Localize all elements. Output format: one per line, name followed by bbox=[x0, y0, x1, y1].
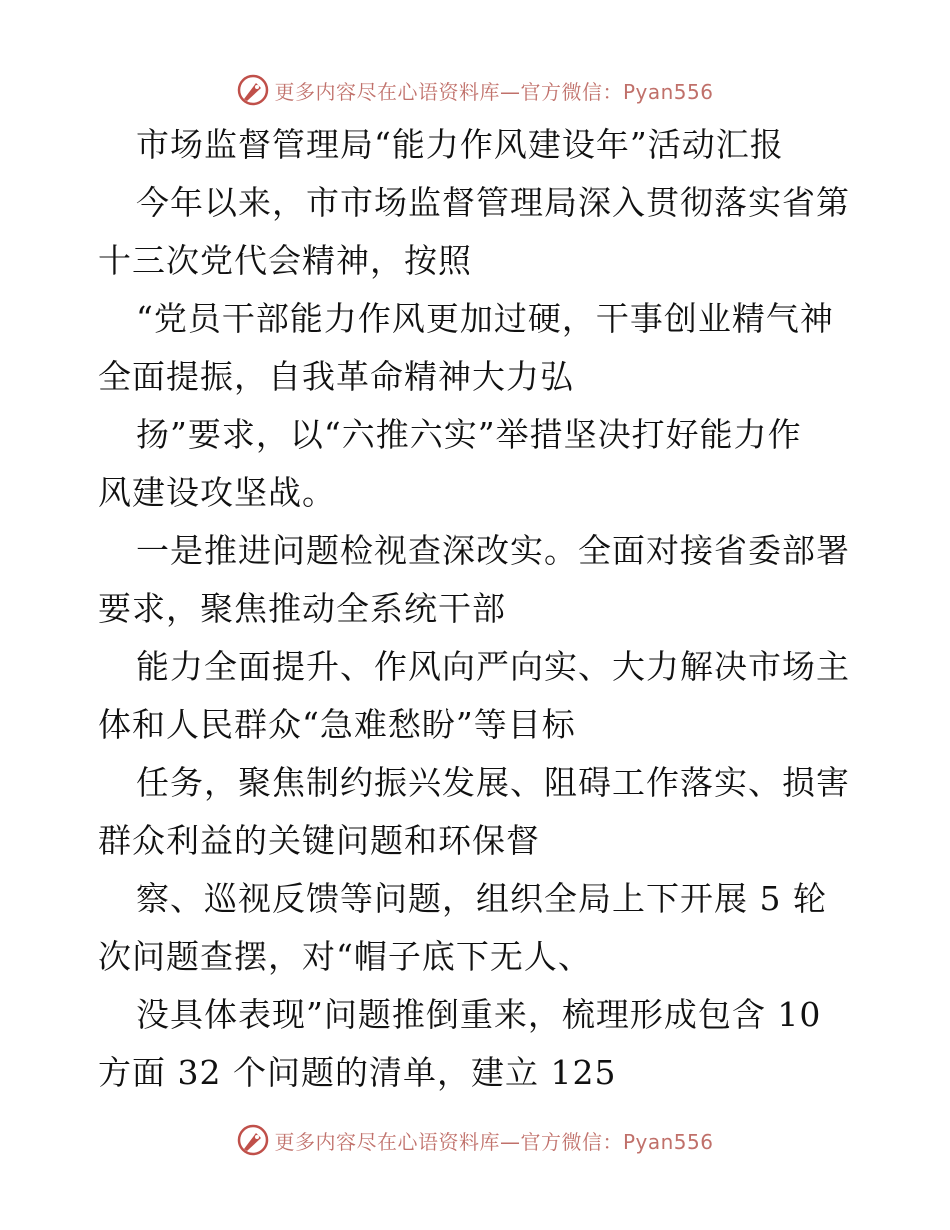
paragraph-line: 一是推进问题检视查深改实。全面对接省委部署 bbox=[136, 531, 850, 570]
paragraph-line: 次问题查摆，对“帽子底下无人、 bbox=[98, 937, 592, 976]
paragraph-line: 群众利益的关键问题和环保督 bbox=[98, 821, 540, 860]
watermark-banner-bottom bbox=[0, 1120, 950, 1160]
document-title: 市场监督管理局“能力作风建设年”活动汇报 bbox=[136, 125, 784, 164]
paragraph-line: 今年以来，市市场监督管理局深入贯彻落实省第 bbox=[136, 183, 850, 222]
paragraph-line: 察、巡视反馈等问题，组织全局上下开展 5 轮 bbox=[136, 879, 827, 918]
pen-nib-logo-icon bbox=[236, 1123, 270, 1157]
paragraph-line: 风建设攻坚战。 bbox=[98, 473, 336, 512]
paragraph-line: 要求，聚焦推动全系统干部 bbox=[98, 589, 506, 628]
paragraph-line: “党员干部能力作风更加过硬，干事创业精气神 bbox=[136, 299, 834, 338]
paragraph-line: 能力全面提升、作风向严向实、大力解决市场主 bbox=[136, 647, 850, 686]
paragraph-line: 任务，聚焦制约振兴发展、阻碍工作落实、损害 bbox=[136, 763, 850, 802]
watermark-text: 更多内容尽在心语资料库—官方微信：Pyan556 bbox=[274, 79, 714, 104]
paragraph-line: 全面提振，自我革命精神大力弘 bbox=[98, 357, 574, 396]
paragraph-line: 体和人民群众“急难愁盼”等目标 bbox=[98, 705, 576, 744]
paragraph-line: 扬”要求，以“六推六实”举措坚决打好能力作 bbox=[136, 415, 802, 454]
paragraph-line: 没具体表现”问题推倒重来，梳理形成包含 10 bbox=[136, 995, 822, 1034]
watermark-banner-top bbox=[0, 70, 950, 110]
paragraph-line: 十三次党代会精神，按照 bbox=[98, 241, 472, 280]
document-body bbox=[98, 116, 858, 1102]
paragraph-line: 方面 32 个问题的清单，建立 125 bbox=[98, 1053, 617, 1092]
pen-nib-logo-icon bbox=[236, 73, 270, 107]
watermark-text: 更多内容尽在心语资料库—官方微信：Pyan556 bbox=[274, 1129, 714, 1154]
